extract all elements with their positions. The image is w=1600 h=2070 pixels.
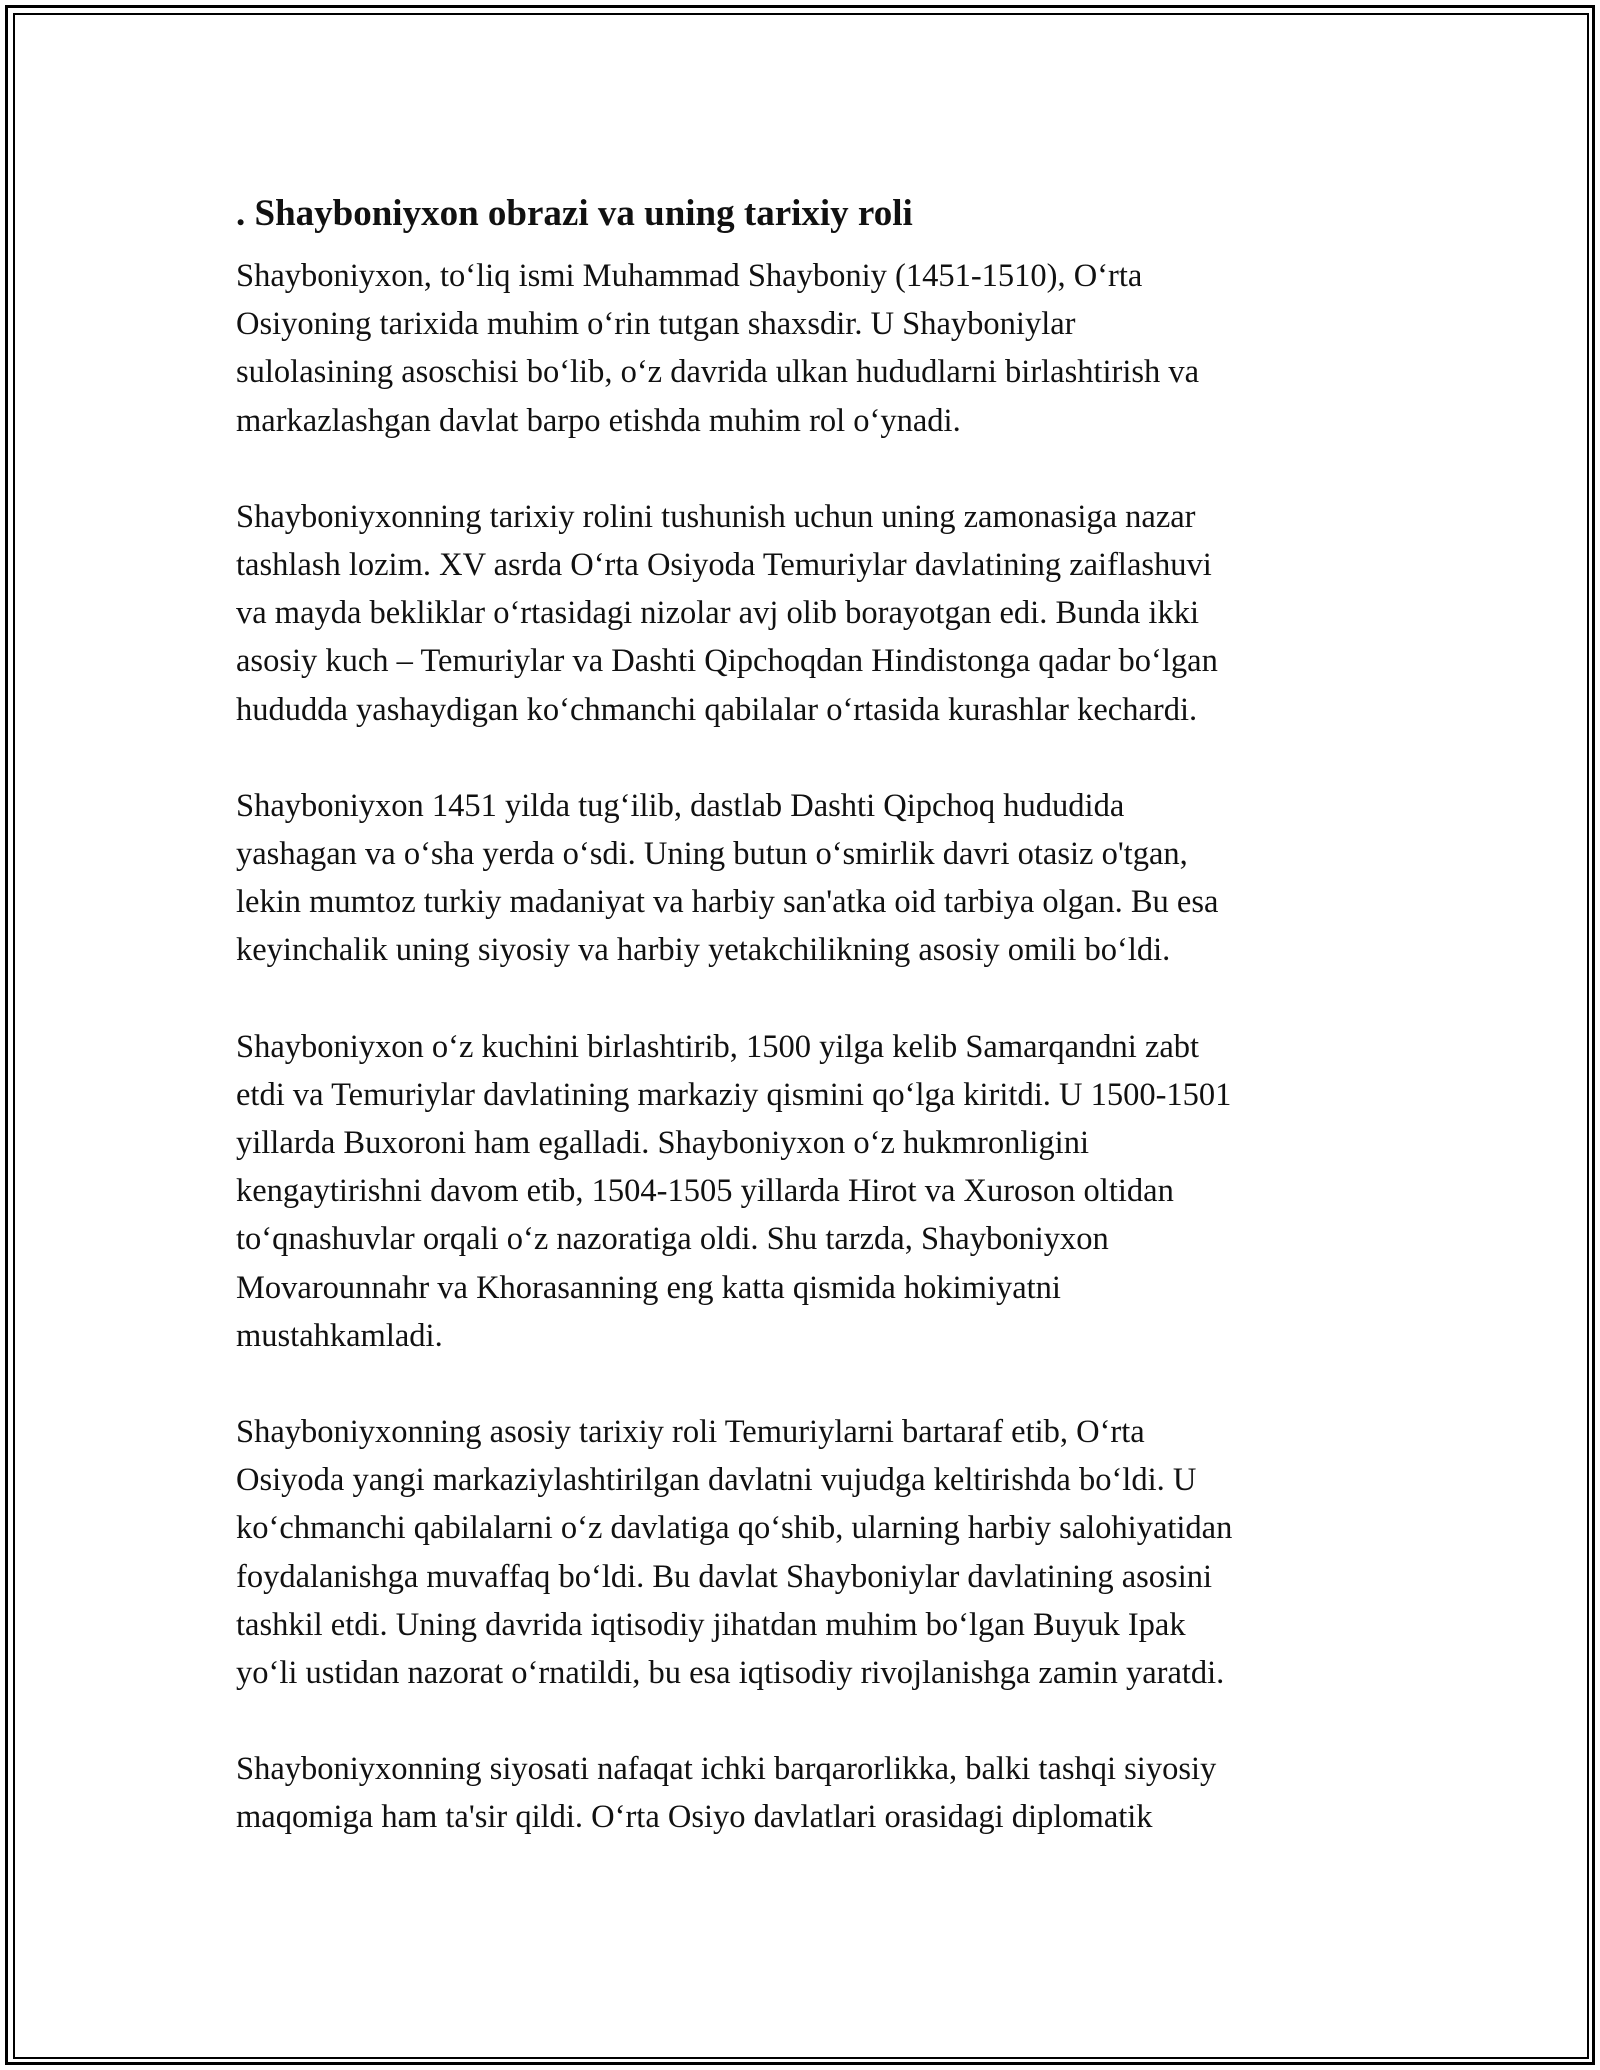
- text-line: mustahkamladi.: [236, 1317, 443, 1354]
- text-line: kengaytirishni davom etib, 1504-1505 yillarda Hirot va Xuroson oltidan: [236, 1173, 1174, 1210]
- text-line: lekin mumtoz turkiy madaniyat va harbiy san'atka oid tarbiya olgan. Bu esa: [236, 884, 1219, 921]
- text-line: foydalanishga muvaffaq bo‘ldi. Bu davlat Shayboniylar davlatining asosini: [236, 1558, 1213, 1595]
- paragraph-3: [236, 782, 1366, 975]
- text-line: yillarda Buxoroni ham egalladi. Shayboniyxon o‘z hukmronligini: [236, 1125, 1089, 1162]
- document-body: [236, 188, 1366, 1890]
- document-title: . Shayboniyxon obrazi va uning tarixiy roli: [236, 193, 913, 234]
- paragraph-5: [236, 1408, 1366, 1697]
- text-line: Osiyoning tarixida muhim o‘rin tutgan shaxsdir. U Shayboniylar: [236, 306, 1076, 343]
- text-line: Shayboniyxon o‘z kuchini birlashtirib, 1500 yilga kelib Samarqandni zabt: [236, 1028, 1200, 1065]
- text-line: va mayda bekliklar o‘rtasidagi nizolar avj olib borayotgan edi. Bunda ikki: [236, 595, 1199, 632]
- text-line: etdi va Temuriylar davlatining markaziy qismini qo‘lga kiritdi. U 1500-1501: [236, 1076, 1232, 1113]
- paragraph-1: [236, 252, 1366, 445]
- text-line: Shayboniyxon 1451 yilda tug‘ilib, dastlab Dashti Qipchoq hududida: [236, 787, 1125, 824]
- text-line: tashlash lozim. XV asrda O‘rta Osiyoda Temuriylar davlatining zaiflashuvi: [236, 547, 1212, 584]
- text-line: Shayboniyxonning asosiy tarixiy roli Temuriylarni bartaraf etib, O‘rta: [236, 1414, 1145, 1451]
- text-line: maqomiga ham ta'sir qildi. O‘rta Osiyo davlatlari orasidagi diplomatik: [236, 1799, 1153, 1836]
- paragraph-4: [236, 1023, 1366, 1360]
- text-line: yo‘li ustidan nazorat o‘rnatildi, bu esa iqtisodiy rivojlanishga zamin yaratdi.: [236, 1655, 1225, 1692]
- text-line: markazlashgan davlat barpo etishda muhim rol o‘ynadi.: [236, 402, 961, 439]
- text-line: Osiyoda yangi markaziylashtirilgan davlatni vujudga keltirishda bo‘ldi. U: [236, 1462, 1197, 1499]
- paragraph-2: [236, 493, 1366, 734]
- paragraph-6: [236, 1745, 1366, 1841]
- text-line: yashagan va o‘sha yerda o‘sdi. Uning butun o‘smirlik davri otasiz o'tgan,: [236, 836, 1188, 873]
- text-line: Shayboniyxonning siyosati nafaqat ichki barqarorlikka, balki tashqi siyosiy: [236, 1751, 1217, 1788]
- text-line: keyinchalik uning siyosiy va harbiy yetakchilikning asosiy omili bo‘ldi.: [236, 932, 1171, 969]
- text-line: to‘qnashuvlar orqali o‘z nazoratiga oldi. Shu tarzda, Shayboniyxon: [236, 1221, 1109, 1258]
- text-line: ko‘chmanchi qabilalarni o‘z davlatiga qo‘shib, ularning harbiy salohiyatidan: [236, 1510, 1233, 1547]
- text-line: hududda yashaydigan ko‘chmanchi qabilalar o‘rtasida kurashlar kechardi.: [236, 691, 1198, 728]
- text-line: sulolasining asoschisi bo‘lib, o‘z davrida ulkan hududlarni birlashtirish va: [236, 354, 1200, 391]
- text-line: asosiy kuch – Temuriylar va Dashti Qipchoqdan Hindistonga qadar bo‘lgan: [236, 643, 1218, 680]
- text-line: Shayboniyxonning tarixiy rolini tushunish uchun uning zamonasiga nazar: [236, 498, 1196, 535]
- text-line: tashkil etdi. Uning davrida iqtisodiy jihatdan muhim bo‘lgan Buyuk Ipak: [236, 1606, 1186, 1643]
- text-line: Shayboniyxon, to‘liq ismi Muhammad Shayboniy (1451-1510), O‘rta: [236, 258, 1143, 294]
- text-line: Movarounnahr va Khorasanning eng katta qismida hokimiyatni: [236, 1269, 1061, 1306]
